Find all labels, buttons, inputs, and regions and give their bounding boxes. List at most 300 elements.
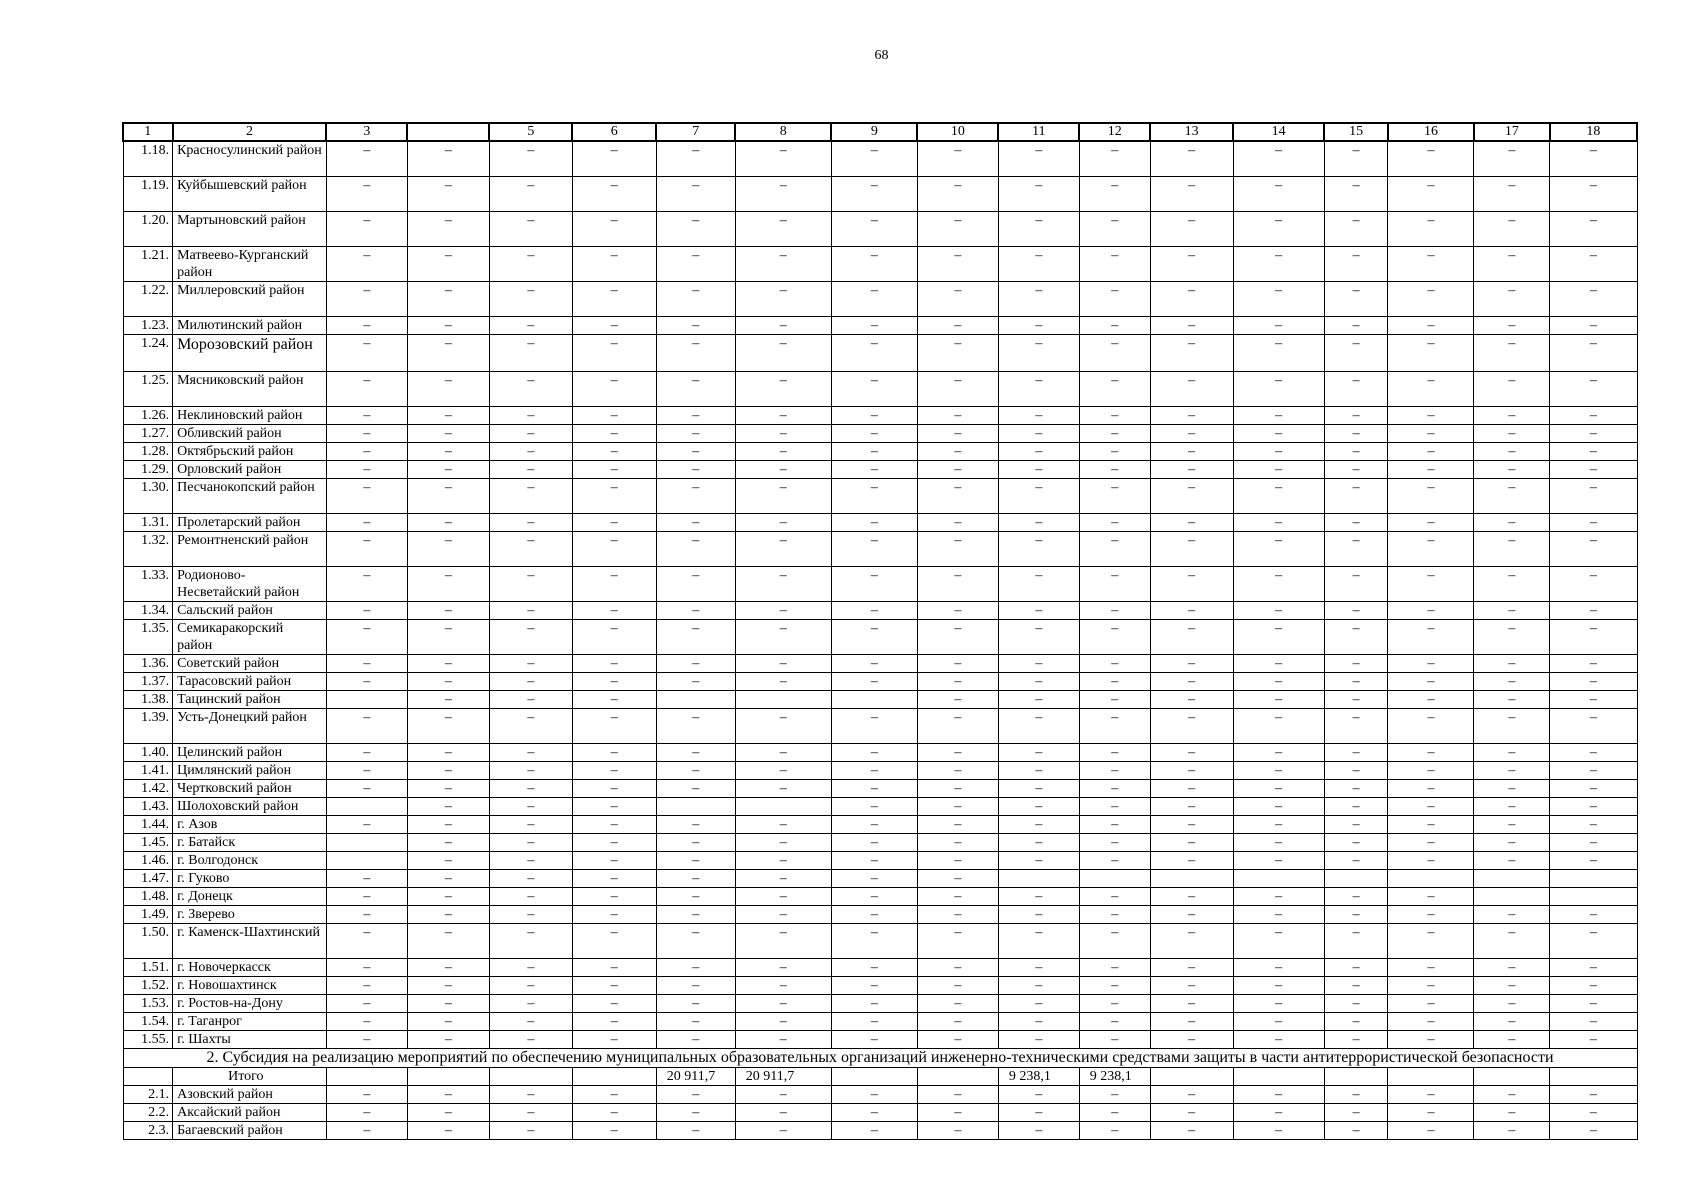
value-cell: – [1150, 317, 1233, 335]
value-cell: – [998, 141, 1079, 177]
value-cell: – [1079, 709, 1150, 744]
value-cell: – [998, 691, 1079, 709]
value-cell: – [572, 425, 656, 443]
value-cell: – [407, 443, 489, 461]
value-cell: – [1150, 620, 1233, 655]
value-cell: – [656, 1086, 735, 1104]
table-row [123, 798, 1637, 816]
value-cell: – [1324, 443, 1388, 461]
value-cell: – [1474, 141, 1550, 177]
page-number: 68 [874, 48, 889, 63]
value-cell: – [917, 870, 998, 888]
value-cell: – [1388, 1122, 1474, 1140]
value-cell: – [326, 780, 407, 798]
value-cell: – [831, 924, 917, 959]
value-cell: – [1079, 532, 1150, 567]
value-cell: – [1324, 177, 1388, 212]
value-cell: – [998, 924, 1079, 959]
value-cell: – [572, 1013, 656, 1031]
value-cell: – [407, 906, 489, 924]
value-cell: – [1233, 532, 1324, 567]
value-cell: – [1474, 602, 1550, 620]
row-name: г. Азов [173, 816, 327, 834]
table-row [123, 852, 1637, 870]
value-cell: – [1079, 602, 1150, 620]
value-cell: – [1150, 780, 1233, 798]
value-cell: – [735, 977, 831, 995]
value-cell: – [489, 852, 572, 870]
value-cell: – [1150, 372, 1233, 407]
value-cell: – [1388, 212, 1474, 247]
value-cell: – [1233, 1031, 1324, 1049]
value-cell: – [1079, 691, 1150, 709]
value-cell: – [735, 602, 831, 620]
row-name: Усть-Донецкий район [173, 709, 327, 744]
value-cell: – [326, 995, 407, 1013]
value-cell: – [917, 798, 998, 816]
value-cell: – [1233, 744, 1324, 762]
value-cell: – [656, 924, 735, 959]
value-cell: – [1388, 247, 1474, 282]
value-cell: – [1550, 673, 1637, 691]
value-cell: – [1388, 479, 1474, 514]
value-cell: – [831, 959, 917, 977]
value-cell: – [1150, 655, 1233, 673]
value-cell: – [1233, 567, 1324, 602]
value-cell: – [572, 995, 656, 1013]
value-cell: – [998, 744, 1079, 762]
value-cell: – [1079, 479, 1150, 514]
value-cell: – [656, 906, 735, 924]
header-cell: 18 [1550, 123, 1637, 141]
value-cell: – [1079, 762, 1150, 780]
row-number: 1.22. [123, 282, 173, 317]
value-cell: – [1324, 673, 1388, 691]
table-row [123, 780, 1637, 798]
header-row [123, 123, 1637, 141]
value-cell: – [489, 1031, 572, 1049]
value-cell: – [1550, 834, 1637, 852]
value-cell: – [1233, 709, 1324, 744]
value-cell: – [831, 852, 917, 870]
value-cell [489, 1068, 572, 1086]
value-cell: – [1550, 247, 1637, 282]
value-cell: – [326, 1104, 407, 1122]
value-cell: – [656, 425, 735, 443]
value-cell: – [407, 888, 489, 906]
value-cell: – [998, 816, 1079, 834]
row-number: 1.32. [123, 532, 173, 567]
value-cell: – [831, 141, 917, 177]
value-cell: – [831, 744, 917, 762]
value-cell: – [326, 1122, 407, 1140]
value-cell: – [1474, 798, 1550, 816]
value-cell: – [489, 655, 572, 673]
value-cell: – [1324, 834, 1388, 852]
value-cell [407, 1068, 489, 1086]
value-cell: – [1550, 514, 1637, 532]
row-name: Октябрьский район [173, 443, 327, 461]
value-cell: – [656, 655, 735, 673]
value-cell [656, 798, 735, 816]
value-cell: – [1233, 461, 1324, 479]
value-cell: – [1550, 959, 1637, 977]
value-cell: – [1079, 906, 1150, 924]
value-cell: – [998, 282, 1079, 317]
value-cell: – [572, 780, 656, 798]
row-number: 2.3. [123, 1122, 173, 1140]
value-cell: – [489, 479, 572, 514]
value-cell: – [998, 762, 1079, 780]
table-row [123, 816, 1637, 834]
value-cell: – [1079, 212, 1150, 247]
value-cell: – [1550, 780, 1637, 798]
value-cell: – [917, 816, 998, 834]
value-cell: – [998, 709, 1079, 744]
value-cell: – [1324, 1031, 1388, 1049]
value-cell: – [1388, 141, 1474, 177]
value-cell: – [1150, 514, 1233, 532]
value-cell [1150, 1068, 1233, 1086]
value-cell: – [326, 443, 407, 461]
value-cell: – [1324, 995, 1388, 1013]
value-cell: – [489, 1086, 572, 1104]
value-cell: – [326, 906, 407, 924]
value-cell: – [1388, 924, 1474, 959]
value-cell [1388, 1068, 1474, 1086]
value-cell: – [1550, 1013, 1637, 1031]
value-cell: – [917, 906, 998, 924]
value-cell: – [326, 407, 407, 425]
table-row [123, 744, 1637, 762]
value-cell: – [735, 834, 831, 852]
value-cell: – [1550, 335, 1637, 372]
value-cell: – [831, 425, 917, 443]
value-cell: – [489, 906, 572, 924]
value-cell: – [1150, 1013, 1233, 1031]
value-cell: – [326, 888, 407, 906]
value-cell: – [1474, 709, 1550, 744]
value-cell: – [917, 461, 998, 479]
value-cell: – [1474, 691, 1550, 709]
value-cell: – [1150, 407, 1233, 425]
value-cell: – [1388, 834, 1474, 852]
value-cell: – [917, 479, 998, 514]
table-row [123, 212, 1637, 247]
value-cell: – [1474, 995, 1550, 1013]
value-cell: – [831, 762, 917, 780]
value-cell: – [1474, 282, 1550, 317]
value-cell: – [1388, 709, 1474, 744]
value-cell: – [656, 1104, 735, 1122]
value-cell: – [1474, 620, 1550, 655]
table-row [123, 335, 1637, 372]
value-cell: – [1324, 461, 1388, 479]
value-cell: – [1079, 141, 1150, 177]
value-cell [326, 852, 407, 870]
row-name: Неклиновский район [173, 407, 327, 425]
value-cell: – [735, 1013, 831, 1031]
header-cell: 6 [572, 123, 656, 141]
row-name: г. Новошахтинск [173, 977, 327, 995]
value-cell: – [1388, 1031, 1474, 1049]
value-cell: – [1388, 852, 1474, 870]
value-cell: – [1550, 567, 1637, 602]
value-cell: – [326, 1013, 407, 1031]
value-cell: – [1150, 212, 1233, 247]
value-cell: – [998, 479, 1079, 514]
value-cell: – [407, 620, 489, 655]
value-cell: – [831, 1031, 917, 1049]
value-cell: – [1150, 924, 1233, 959]
value-cell: – [1550, 461, 1637, 479]
value-cell: – [572, 567, 656, 602]
value-cell: – [1233, 1104, 1324, 1122]
value-cell: – [735, 532, 831, 567]
value-cell: – [998, 977, 1079, 995]
value-cell: – [656, 282, 735, 317]
value-cell: – [1150, 461, 1233, 479]
value-cell: – [1388, 372, 1474, 407]
value-cell: – [407, 798, 489, 816]
row-name: Азовский район [173, 1086, 327, 1104]
value-cell: – [1388, 335, 1474, 372]
value-cell: – [489, 691, 572, 709]
table-row [123, 959, 1637, 977]
value-cell: – [1388, 514, 1474, 532]
header-cell: 7 [656, 123, 735, 141]
row-number: 1.31. [123, 514, 173, 532]
value-cell: – [831, 1013, 917, 1031]
row-name: Песчанокопский район [173, 479, 327, 514]
value-cell: – [1079, 1013, 1150, 1031]
value-cell: – [1324, 620, 1388, 655]
value-cell: – [1388, 655, 1474, 673]
value-cell: – [917, 425, 998, 443]
value-cell: – [326, 177, 407, 212]
table-row [123, 407, 1637, 425]
row-name: Морозовский район [173, 335, 327, 372]
value-cell: – [1324, 282, 1388, 317]
row-number: 1.54. [123, 1013, 173, 1031]
value-cell: – [326, 977, 407, 995]
value-cell: – [1233, 888, 1324, 906]
value-cell [1474, 870, 1550, 888]
value-cell: – [917, 141, 998, 177]
table-row [123, 1013, 1637, 1031]
row-name: Сальский район [173, 602, 327, 620]
value-cell: – [1150, 602, 1233, 620]
value-cell: – [998, 1086, 1079, 1104]
value-cell: – [1324, 959, 1388, 977]
value-cell: – [656, 177, 735, 212]
value-cell: – [489, 709, 572, 744]
value-cell: – [1550, 852, 1637, 870]
value-cell: – [572, 691, 656, 709]
value-cell: – [656, 567, 735, 602]
value-cell: – [1150, 977, 1233, 995]
row-number: 1.29. [123, 461, 173, 479]
table-row [123, 425, 1637, 443]
value-cell: – [407, 977, 489, 995]
value-cell: – [1079, 834, 1150, 852]
value-cell: – [656, 977, 735, 995]
value-cell: – [1079, 177, 1150, 212]
value-cell: – [1388, 691, 1474, 709]
value-cell: – [572, 141, 656, 177]
value-cell: – [1324, 816, 1388, 834]
value-cell: – [1079, 247, 1150, 282]
value-cell: – [917, 1086, 998, 1104]
header-cell: 8 [735, 123, 831, 141]
row-name: Тарасовский район [173, 673, 327, 691]
value-cell: – [917, 567, 998, 602]
value-cell: – [1324, 780, 1388, 798]
value-cell: – [326, 816, 407, 834]
value-cell: – [489, 888, 572, 906]
row-name: г. Волгодонск [173, 852, 327, 870]
value-cell: – [489, 816, 572, 834]
value-cell: – [1150, 1104, 1233, 1122]
value-cell [735, 691, 831, 709]
value-cell: – [407, 816, 489, 834]
value-cell: – [917, 924, 998, 959]
row-number: 1.35. [123, 620, 173, 655]
value-cell: – [656, 335, 735, 372]
value-cell: – [1550, 709, 1637, 744]
value-cell: – [656, 479, 735, 514]
row-name: г. Шахты [173, 1031, 327, 1049]
value-cell: – [917, 620, 998, 655]
value-cell: – [1388, 620, 1474, 655]
value-cell: – [831, 461, 917, 479]
value-cell [735, 798, 831, 816]
value-cell: – [1388, 461, 1474, 479]
value-cell: – [326, 425, 407, 443]
value-cell: – [656, 407, 735, 425]
value-cell: – [1474, 655, 1550, 673]
table-row [123, 1104, 1637, 1122]
value-cell: – [1233, 514, 1324, 532]
value-cell: – [489, 924, 572, 959]
value-cell: – [407, 1104, 489, 1122]
value-cell: – [998, 567, 1079, 602]
value-cell: – [917, 1122, 998, 1140]
value-cell: – [831, 443, 917, 461]
value-cell: – [1550, 620, 1637, 655]
value-cell: – [326, 567, 407, 602]
value-cell: – [1474, 514, 1550, 532]
header-cell: 1 [123, 123, 173, 141]
value-cell [998, 870, 1079, 888]
header-cell: 16 [1388, 123, 1474, 141]
value-cell: – [831, 995, 917, 1013]
value-cell: – [1388, 959, 1474, 977]
row-name: Миллеровский район [173, 282, 327, 317]
row-number: 2.1. [123, 1086, 173, 1104]
value-cell: – [1079, 425, 1150, 443]
value-cell: – [998, 798, 1079, 816]
value-cell: – [1474, 762, 1550, 780]
value-cell: – [489, 335, 572, 372]
value-cell: – [407, 479, 489, 514]
value-cell: – [998, 906, 1079, 924]
row-name: Матвеево-Курганский район [173, 247, 327, 282]
value-cell: – [1324, 335, 1388, 372]
value-cell: – [735, 852, 831, 870]
row-name: Багаевский район [173, 1122, 327, 1140]
value-cell: – [735, 317, 831, 335]
value-cell: – [1233, 959, 1324, 977]
table-row [123, 567, 1637, 602]
row-number: 1.19. [123, 177, 173, 212]
row-number: 1.23. [123, 317, 173, 335]
value-cell: – [1233, 620, 1324, 655]
value-cell: – [407, 691, 489, 709]
table-row [123, 906, 1637, 924]
value-cell: – [1388, 1013, 1474, 1031]
table-row [123, 888, 1637, 906]
value-cell: – [1388, 1104, 1474, 1122]
value-cell: – [1550, 655, 1637, 673]
row-name: Милютинский район [173, 317, 327, 335]
value-cell: – [831, 317, 917, 335]
value-cell: – [1324, 798, 1388, 816]
value-cell: – [1324, 372, 1388, 407]
value-cell: – [1324, 479, 1388, 514]
value-cell: – [1150, 532, 1233, 567]
value-cell: – [489, 514, 572, 532]
value-cell: – [489, 602, 572, 620]
value-cell: – [1474, 407, 1550, 425]
value-cell: – [735, 995, 831, 1013]
value-cell: – [1150, 816, 1233, 834]
value-cell: – [831, 798, 917, 816]
value-cell: – [917, 834, 998, 852]
value-cell: – [1550, 372, 1637, 407]
row-number: 1.38. [123, 691, 173, 709]
value-cell: – [1550, 177, 1637, 212]
value-cell: – [656, 1122, 735, 1140]
value-cell: – [1233, 602, 1324, 620]
value-cell: – [1233, 780, 1324, 798]
value-cell: – [831, 514, 917, 532]
value-cell: – [1388, 977, 1474, 995]
value-cell: – [831, 834, 917, 852]
value-cell: – [1550, 906, 1637, 924]
value-cell: – [735, 762, 831, 780]
value-cell: – [735, 335, 831, 372]
row-number: 1.25. [123, 372, 173, 407]
value-cell: – [656, 212, 735, 247]
value-cell: – [917, 709, 998, 744]
value-cell: – [656, 247, 735, 282]
value-cell: – [1474, 461, 1550, 479]
value-cell: – [735, 479, 831, 514]
value-cell: – [572, 372, 656, 407]
value-cell: – [831, 906, 917, 924]
row-number: 1.24. [123, 335, 173, 372]
value-cell: – [1079, 1104, 1150, 1122]
value-cell: – [1150, 1086, 1233, 1104]
header-cell: 2 [173, 123, 327, 141]
value-cell: – [1550, 443, 1637, 461]
value-cell: – [998, 852, 1079, 870]
value-cell: – [326, 959, 407, 977]
value-cell: – [1324, 602, 1388, 620]
value-cell: – [1233, 924, 1324, 959]
value-cell: – [1150, 798, 1233, 816]
